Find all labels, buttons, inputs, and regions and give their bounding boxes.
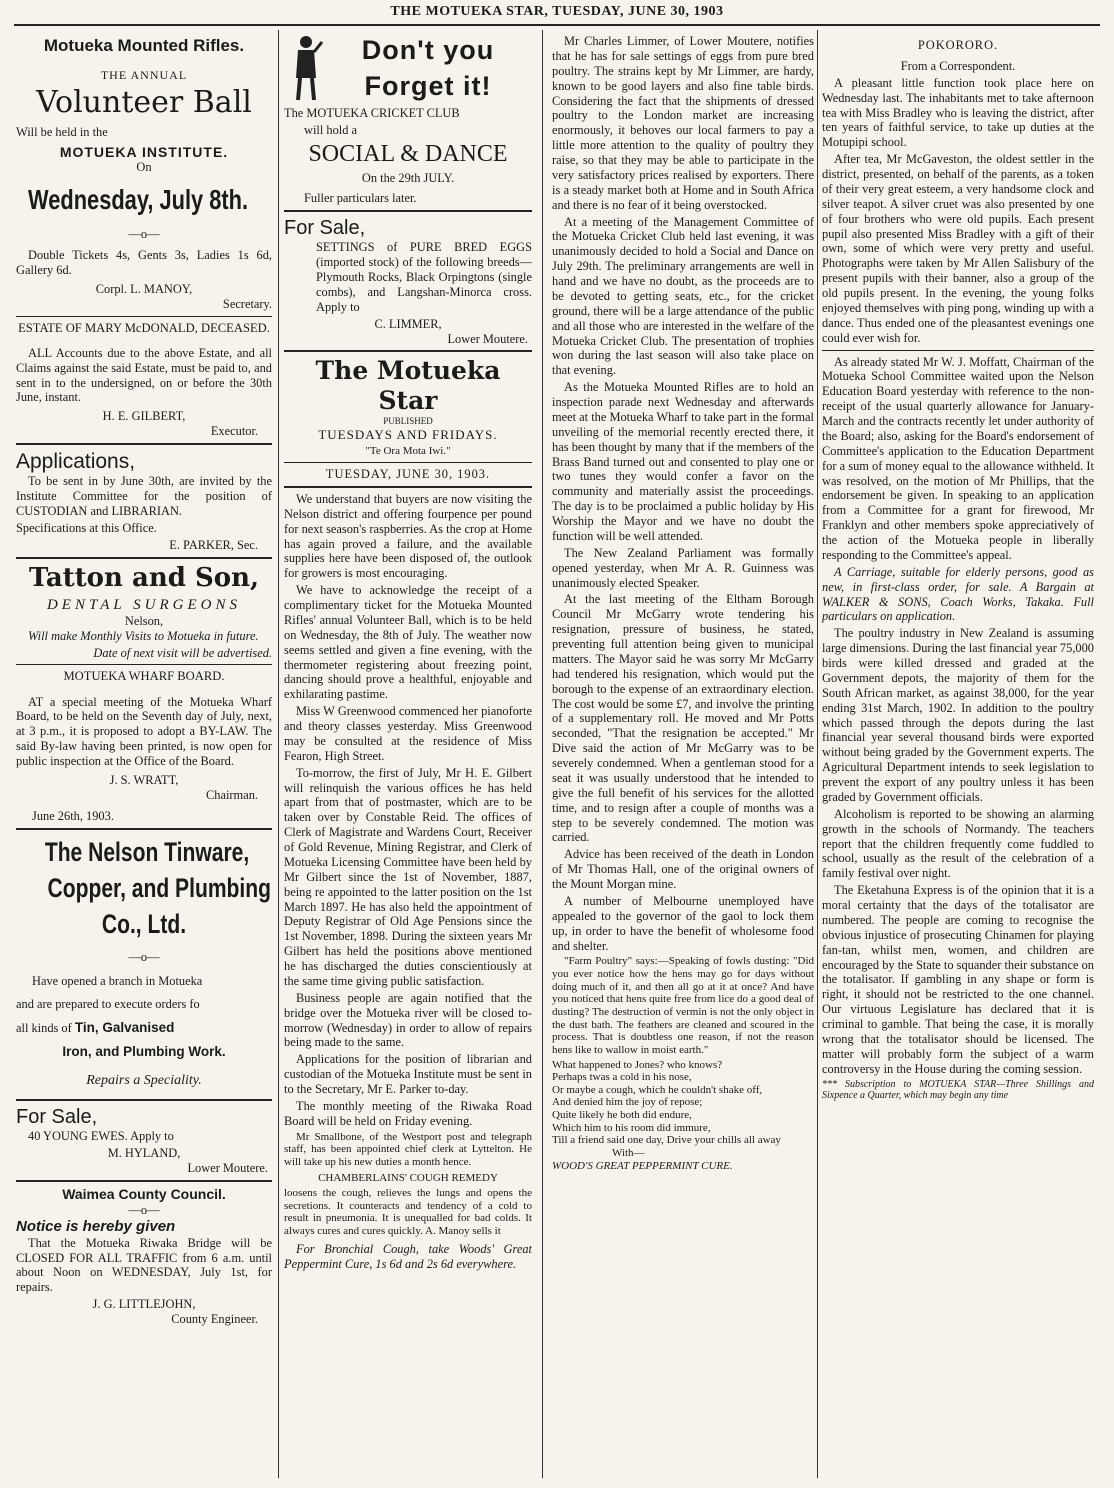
tinware-ad	[16, 836, 272, 1090]
tatton-l1: Will make Monthly Visits to Motueka in future.	[28, 628, 259, 643]
divider: —o—	[128, 227, 160, 242]
ball-event: Volunteer Ball	[36, 84, 252, 120]
column-2	[284, 34, 532, 1478]
waimea-notice	[16, 1186, 272, 1327]
tinware-l4: Iron, and Plumbing Work.	[62, 1044, 226, 1060]
verse-line: WOOD'S GREAT PEPPERMINT CURE.	[552, 1159, 733, 1172]
news-para: We have to acknowledge the receipt of a complimentary ticket for the Motueka Mounted Rifles' annual Volunteer Ball, which is to be held on Wednesday, the 8th of July. The weather now seems settled and given a fine evening, with the thermometer registering about freezing point, dancing should prove a healthful, enjoyable and exhilarating pastime.	[284, 583, 532, 702]
news-para: The New Zealand Parliament was formally opened yesterday, when Mr A. R. Guinness was unanimously elected Speaker.	[552, 545, 814, 590]
news-para: The poultry industry in New Zealand is assuming large dimensions. During the last financial year 75,000 birds were killed dressed and graded at the Government depots, the majority of them for the South African market, as against 38,000, for the year ending 31st March, 1902. In addition to the poultry which passed through the depots during the last financial year several thousand birds were exported without being graded by the Government experts. The Agricultural Department intends to seek legislation to prevent the export of any poultry unless it has been graded by Government officials.	[822, 626, 1094, 804]
ball-on: On	[136, 160, 152, 175]
ball-held: Will be held in the	[16, 124, 108, 139]
forget-will: will hold a	[304, 122, 357, 137]
tinware-l3a: all kinds of	[16, 1021, 75, 1036]
column-rule	[817, 30, 818, 1478]
tinware-l3b: Tin, Galvanised	[74, 1020, 175, 1036]
pokororo-heading: POKORORO.	[917, 38, 999, 52]
estate-sign-role: Executor.	[210, 424, 258, 439]
paper-published: PUBLISHED	[383, 416, 433, 427]
news-para: Applications for the position of librarian and custodian of the Motueka Institute must be sent in to the Secretary, Mr E. Parker to-day.	[284, 1052, 532, 1096]
estate-title: ESTATE OF MARY McDONALD, DECEASED.	[18, 320, 270, 335]
tinware-l2: and are prepared to execute orders fo	[16, 997, 200, 1012]
column-3	[552, 34, 814, 1478]
masthead: THE MOTUEKA STAR, TUESDAY, JUNE 30, 1903	[390, 4, 724, 19]
forget-social: SOCIAL & DANCE	[308, 140, 508, 167]
tinware-t1: The Nelson Tinware,	[44, 836, 250, 867]
news-para: As already stated Mr W. J. Moffatt, Chairman of the Motueka School Committee waited upon the Nelson Education Board yesterday with reference to the non-receipt of the usual quarterly allowance for January-March and the contracts recently let under authority of the Board; also, asking for the Board's endorsement of Committee's application to the Education Department for a sum of money equal to the allowance withheld. It was resolved, on the motion of Mr Phillips, that the endorsement be given. In speaking to an application from a Committee for a grant for firewood, Mr Franklyn and other members spoke appreciatively of the action of the Motueka people in liberally responding to the Committee's appeal.	[822, 354, 1094, 562]
column-rule	[278, 30, 279, 1478]
waimea-title: Waimea County Council.	[62, 1185, 226, 1202]
ball-sign-name: Corpl. L. MANOY,	[95, 281, 193, 296]
paper-days: TUESDAYS AND FRIDAYS.	[318, 427, 498, 443]
carriage-ad: A Carriage, suitable for elderly persons, good as new, in first-class order, for sale. A Bargain at WALKER & SONS, Coach Works, Takaka. Full particulars on application.	[822, 564, 1094, 624]
ewes-l3: Lower Moutere.	[187, 1161, 268, 1176]
ball-venue: MOTUEKA INSTITUTE.	[59, 143, 229, 160]
news-para: Business people are again notified that the bridge over the Motueka river will be closed to-morrow (Wednesday) in order to allow of repairs being made to the same.	[284, 990, 532, 1050]
tatton-ad	[16, 563, 272, 661]
waimea-sign-name: J. G. LITTLEJOHN,	[92, 1297, 196, 1312]
wharf-body: AT a special meeting of the Motueka Wharf Board, to be held on the Seventh day of July, next, at 3 p.m., it is proposed to adopt a BY-LAW. The said By-law having been printed, is now open for public inspection at the Office of the Board.	[16, 694, 272, 769]
ewes-l1: 40 YOUNG EWES. Apply to	[28, 1129, 174, 1144]
verse-line: Or maybe a cough, which he couldn't shake off,	[552, 1083, 763, 1096]
column-1	[16, 34, 272, 1478]
farm-poultry-para: "Farm Poultry" says:—Speaking of fowls dusting: "Did you ever notice how the hens may go for days without doing much of it, and then all go at it at once? And have you noticed that hens quite free from lice do a good deal of dusting? The destruction of vermin is not the only object in the dust bath. The feathers are cleaned and scoured in the process. That is doubtless one reason, if not the reason hens like to wallow in moist earth."	[552, 955, 814, 1056]
correspondent: From a Correspondent.	[900, 58, 1016, 73]
news-para: Alcoholism is reported to be showing an alarming growth in the schools of Normandy. The teachers report that the children frequently come fuddled to school, usually as the result of the celebration of a family festival over night.	[822, 806, 1094, 881]
wharf-date: June 26th, 1903.	[32, 808, 114, 823]
verse-line: Till a friend said one day, Drive your chills all away	[552, 1134, 781, 1147]
news-para: To-morrow, the first of July, Mr H. E. Gilbert will relinquish the various offices he has held apart from that of postmaster, which are to be taken over by Constable Reid. The offices of Clerk of Magistrate and Wardens Court, Receiver of Gold Revenue, Mining Registrar, and Clerk of Motueka Licensing Committee have been held by Mr Gilbert since the 1st of November, 1887, being re appointed to the latter position on the 1st March 1897. He has also held the appointment of Deputy Registrar of Old Age Pensions since the 1st November, 1898. During the sixteen years Mr Gilbert has held the positions above mentioned he has discharged the duties conscientiously at the same time giving public satisfaction.	[284, 765, 532, 988]
verse-line: With—	[612, 1146, 645, 1159]
subscription-note: *** Subscription to MOTUEKA STAR—Three Shillings and Sixpence a Quarter, which may begin any time	[822, 1078, 1094, 1101]
verse-line: Which him to his room did immure,	[552, 1121, 711, 1134]
news-para: After tea, Mr McGaveston, the oldest settler in the district, presented, on behalf of the parents, as a token of their very great esteem, a very handsome clock and silver teapot. A silver cruet was also presented by one of four brothers who were old pupils. Each present pupil also presented Miss Bradley with a gift of their own, some of which were very pretty and useful. Photographs were taken by Mr Allen Salisbury of the present pupils with their banner, also a group of the old pupils present. In the evening, the young folks enjoyed themselves with ping pong, winding up with a dance. Thus ended one of the pleasantest evenings one could ever wish for.	[822, 152, 1094, 345]
forget-l1: Don't you	[361, 35, 495, 65]
column-rule	[542, 30, 543, 1478]
news-para: Advice has been received of the death in London of Mr Thomas Hall, one of the original owners of the Mount Morgan mine.	[552, 847, 814, 891]
ball-date: Wednesday, July 8th.	[28, 184, 249, 216]
paper-motto: "Te Ora Mota Iwi."	[365, 444, 451, 457]
news-para: As the Motueka Mounted Rifles are to hold an inspection parade next Wednesday and afterwards meet at the Motueka Wharf to take part in the formal unveiling of the memorial recently erected there, it has been thought by many that if the members of the Brass Band turned out and consented to play one or two tunes they would confer a favor on the community and materially assist the proceedings. The day is to be proclaimed a public holiday by His Worship the Mayor and we have no doubt the function will be well attended.	[552, 380, 814, 543]
verse-line: Quite likely he both did endure,	[552, 1109, 692, 1122]
eggs-title: For Sale,	[284, 217, 366, 240]
tatton-title: Tatton and Son,	[28, 562, 260, 593]
tatton-l2: Date of next visit will be advertised.	[93, 645, 272, 660]
waimea-notice-title: Notice is hereby given	[16, 1217, 176, 1235]
news-para: The monthly meeting of the Riwaka Road Board will be held on Friday evening.	[284, 1098, 532, 1128]
tatton-sub: DENTAL SURGEONS	[46, 596, 242, 613]
tinware-t3: Co., Ltd.	[101, 908, 187, 939]
estate-notice	[16, 321, 272, 439]
wharf-notice	[16, 669, 272, 823]
ball-title: Motueka Mounted Rifles.	[43, 36, 245, 55]
volunteer-ball-ad	[16, 36, 272, 312]
paper-date: TUESDAY, JUNE 30, 1903.	[325, 467, 491, 481]
ball-sign-role: Secretary.	[222, 296, 272, 311]
ball-annual: THE ANNUAL	[100, 68, 188, 83]
divider: —o—	[128, 1202, 160, 1217]
ball-tickets: Double Tickets 4s, Gents 3s, Ladies 1s 6d, Gallery 6d.	[16, 248, 272, 278]
waimea-sign-role: County Engineer.	[171, 1312, 258, 1327]
ewes-sale-ad	[16, 1105, 272, 1176]
wharf-sign-role: Chairman.	[206, 787, 258, 802]
applications-ad	[16, 449, 272, 553]
waimea-body: That the Motueka Riwaka Bridge will be CLOSED FOR ALL TRAFFIC from 6 a.m. until about Noon on WEDNESDAY, July 1st, for repairs.	[16, 1235, 272, 1295]
applications-body: To be sent in by June 30th, are invited by the Institute Committee for the position of CUSTODIAN and LIBRARIAN.	[16, 474, 272, 518]
news-paragraphs	[284, 492, 532, 1169]
news-para: At a meeting of the Management Committee of the Motueka Cricket Club held last evening, it was unanimously decided to hold a Social and Dance on July 29th. The preliminary arrangements are well in hand and we have no doubt, as the proceeds are to be devoted to getting seats, etc., for the cricket ground, there will be a large attendance of the public and all those who are interested in the welfare of the Motueka Cricket Club. The presentation of trophies won during the last season will also take place on that evening.	[552, 214, 814, 378]
eggs-sign-name: C. LIMMER,	[374, 316, 442, 331]
gentleman-figure	[288, 34, 324, 102]
divider: —o—	[128, 949, 160, 964]
wharf-sign-name: J. S. WRATT,	[109, 772, 179, 787]
ewes-title: For Sale,	[16, 1106, 98, 1129]
paper-nameplate	[284, 356, 532, 487]
applications-spec: Specifications at this Office.	[16, 520, 157, 535]
cough-remedy-ad	[284, 1172, 532, 1272]
remedy-body: loosens the cough, relieves the lungs and opens the secretions. It counteracts and tendency of a cold to result in pneumonia. It is unequalled for bad colds. It always cures and cures quickly. A. Manoy sells it	[284, 1187, 532, 1238]
cricket-social-ad	[284, 34, 532, 206]
remedy-bronchial: For Bronchial Cough, take Woods' Great Peppermint Cure, 1s 6d and 2s 6d everywhere.	[284, 1241, 532, 1271]
remedy-title: CHAMBERLAINS' COUGH REMEDY	[318, 1171, 498, 1184]
eggs-sign-place: Lower Moutere.	[447, 331, 528, 346]
wharf-title: MOTUEKA WHARF BOARD.	[63, 669, 225, 684]
eggs-body: SETTINGS of PURE BRED EGGS (imported stock) of the following breeds—Plymouth Rocks, Black Orpingtons (single combs), and Langshan-Minorca cross. Apply to	[316, 240, 532, 314]
verse-line: Perhaps twas a cold in his nose,	[552, 1071, 692, 1084]
column-4	[822, 34, 1094, 1478]
applications-title: Applications,	[16, 450, 136, 474]
tinware-repairs: Repairs a Speciality.	[86, 1072, 202, 1088]
forget-fuller: Fuller particulars later.	[304, 191, 417, 206]
estate-sign-name: H. E. GILBERT,	[102, 409, 186, 424]
paper-name: The Motueka Star	[315, 356, 501, 416]
tatton-place: Nelson,	[124, 613, 164, 628]
forget-club: The MOTUEKA CRICKET CLUB	[284, 106, 460, 120]
applications-sign: E. PARKER, Sec.	[169, 537, 258, 552]
eggs-sale-ad	[284, 216, 532, 346]
news-para: At the last meeting of the Eltham Borough Council Mr McGarry wrote tendering his resignation, pressure of business, he stated, preventing full attention being given to municipal matters. The Mayor said he was sorry Mr McGarry had tendered his resignation, which would put the borough to the expense of an extraordinary election. The cost would be some £7, and involve the printing of a supplementary roll. He moved and Mr Potts seconded, "That the resignation be accepted." Mr Dive said the action of Mr McGarry was to be severely condemned. When a gentleman stood for a seat it was usually understood that he intended to give the full benefit of his services for the allotted time, and to resign after a couple of months was a step to be severely condemned. The motion was carried.	[552, 592, 814, 845]
masthead-rule	[14, 24, 1100, 26]
forget-l2: Forget it!	[364, 71, 492, 101]
verse-line: And denied him the joy of repose;	[552, 1096, 703, 1109]
news-para: Mr Charles Limmer, of Lower Moutere, notifies that he has for sale settings of eggs from pure bred poultry. The strains kept by Mr Limmer, are hardy, known to be good layers and also fine table birds. Considering the fact that the shipments of dressed poultry to the London market are increasing enormously, it behoves our local farmers to pay a little more attention to the quality of poultry they raise, so that they may be able to participate in the very satisfactory prices realised by exporters. There is a steady market both at Home and in South Africa and there is no fear of it being overstocked.	[552, 34, 814, 212]
tinware-t2: Copper, and Plumbing	[47, 872, 271, 903]
forget-date: On the 29th JULY.	[361, 170, 455, 185]
news-para: A pleasant little function took place here on Wednesday last. The inhabitants met to take afternoon tea with Miss Bradley who is leaving the district, after ten years of faithful service, to take up duties at the Motupipi school.	[822, 75, 1094, 150]
verse-line: What happened to Jones? who knows?	[552, 1058, 723, 1071]
estate-body: ALL Accounts due to the above Estate, and all Claims against the said Estate, must be paid to, and sent in to the undersigned, on or before the 30th June, instant.	[16, 345, 272, 405]
news-para: We understand that buyers are now visiting the Nelson district and offering fourpence per pound for next season's raspberries. As the crop at Home has again proved a failure, and the available supplies here have been disposed of, the outlook for growers is most encouraging.	[284, 491, 532, 581]
tinware-l1: Have opened a branch in Motueka	[32, 974, 203, 989]
ewes-l2: M. HYLAND,	[107, 1146, 181, 1161]
news-para: Mr Smallbone, of the Westport post and telegraph staff, has been appointed chief clerk at Lyttelton. He will take up his new duties a month hence.	[284, 1130, 532, 1168]
news-para: Miss W Greenwood commenced her pianoforte and theory classes yesterday. Miss Greenwood may be consulted at the residence of Miss Fearon, High Street.	[284, 704, 532, 763]
news-para: The Eketahuna Express is of the opinion that it is a moral certainty that the days of the totalisator are numbered. The people are coming to recognise the obvious injustice of prosecuting Chinamen for playing fan-tan, whilst men, women, and children are encouraged by the State to squander their substance on the totalisator. If gambling in any shape or form is right, it should not be restricted to the one channel. Our virtuous Legislature has declared that it is criminal to gamble. That being the case, it is morally wrong that the totalisator should be licensed. The matter will probably form the subject of a warm controversy in the House during the coming session.	[822, 883, 1094, 1076]
news-para: A number of Melbourne unemployed have appealed to the governor of the gaol to lock them up, in order to have the benefit of wholesome food and shelter.	[552, 893, 814, 953]
peppermint-verse	[552, 1059, 814, 1173]
